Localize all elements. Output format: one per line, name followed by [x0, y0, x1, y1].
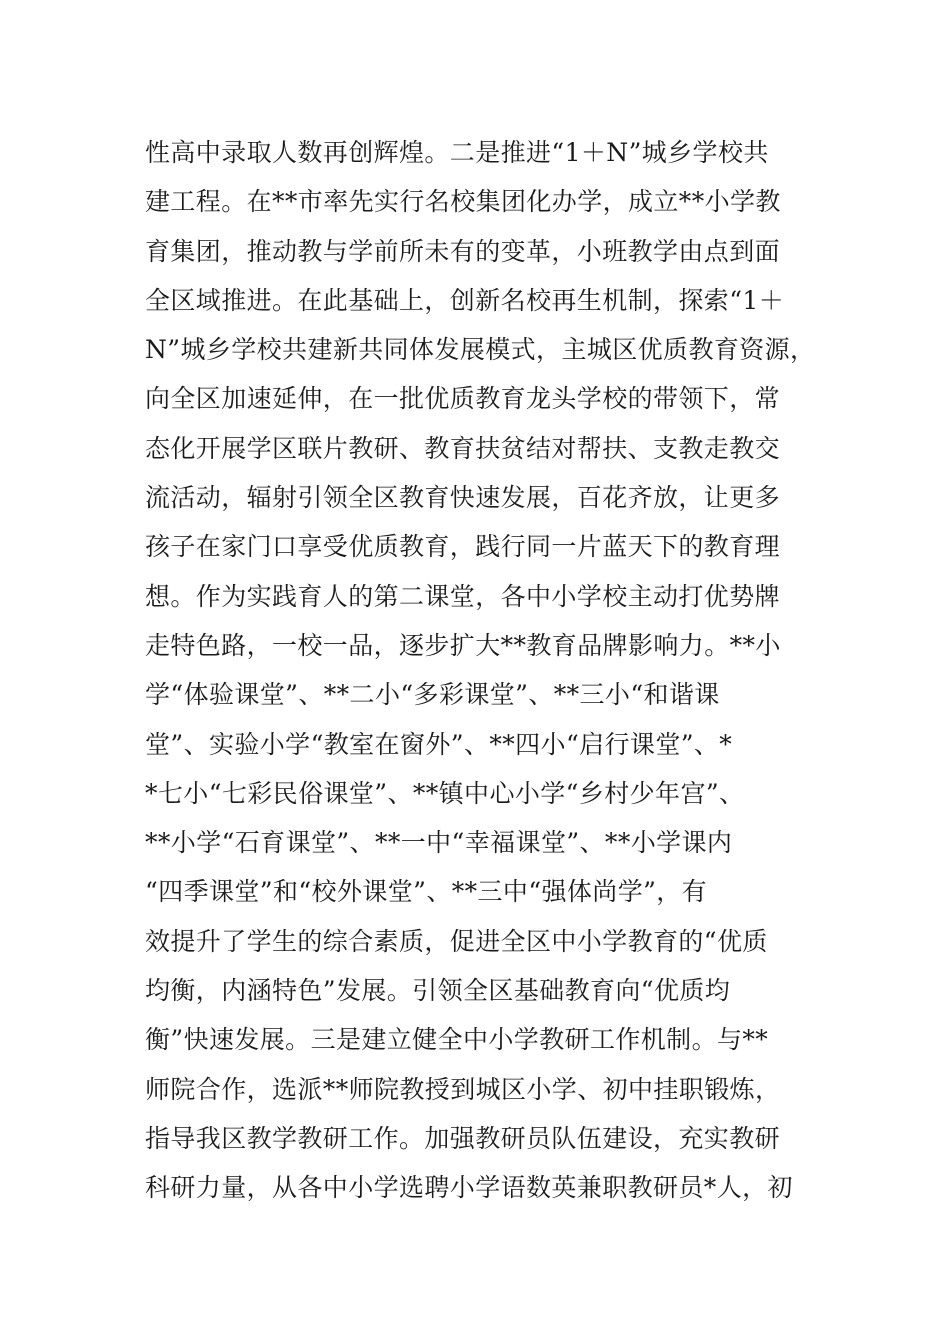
text-line: 全区域推进。在此基础上，创新名校再生机制，探索“1＋ [145, 285, 785, 315]
text-line: 态化开展学区联片教研、教育扶贫结对帮扶、支教走教交 [145, 433, 781, 463]
text-line: 育集团，推动教与学前所未有的变革，小班教学由点到面 [145, 236, 781, 266]
text-line: 建工程。在**市率先实行名校集团化办学，成立**小学教 [145, 187, 781, 217]
text-line: 效提升了学生的综合素质，促进全区中小学教育的“优质 [145, 926, 768, 956]
text-line: 想。作为实践育人的第二课堂，各中小学校主动打优势牌 [145, 581, 781, 611]
text-line: 走特色路，一校一品，逐步扩大**教育品牌影响力。**小 [145, 630, 781, 660]
text-line: 流活动，辐射引领全区教育快速发展，百花齐放，让更多 [145, 483, 781, 513]
text-line: 堂”、实验小学“教室在窗外”、**四小“启行课堂”、* [145, 729, 733, 759]
text-line: 向全区加速延伸，在一批优质教育龙头学校的带领下，常 [145, 384, 781, 414]
text-line: 孩子在家门口享受优质教育，践行同一片蓝天下的教育理 [145, 532, 781, 562]
text-line: *七小“七彩民俗课堂”、**镇中心小学“乡村少年宫”、 [145, 778, 745, 808]
body-text [145, 128, 825, 1213]
text-line: 学“体验课堂”、**二小“多彩课堂”、**三小“和谐课 [145, 680, 720, 710]
text-line: **小学“石育课堂”、**一中“幸福课堂”、**小学课内 [145, 828, 733, 858]
text-line: 指导我区教学教研工作。加强教研员队伍建设，充实教研 [145, 1123, 781, 1153]
text-line: 均衡，内涵特色”发展。引领全区基础教育向“优质均 [145, 976, 731, 1006]
text-line: 师院合作，选派**师院教授到城区小学、初中挂职锻炼， [145, 1074, 781, 1104]
text-line: 衡”快速发展。三是建立健全中小学教研工作机制。与** [145, 1025, 769, 1055]
text-line: 性高中录取人数再创辉煌。二是推进“1＋N”城乡学校共 [145, 138, 769, 167]
text-line: N”城乡学校共建新共同体发展模式，主城区优质教育资源， [145, 335, 816, 365]
text-line: 科研力量，从各中小学选聘小学语数英兼职教研员*人，初 [145, 1173, 793, 1203]
text-line: “四季课堂”和“校外课堂”、**三中“强体尚学”，有 [145, 877, 708, 907]
